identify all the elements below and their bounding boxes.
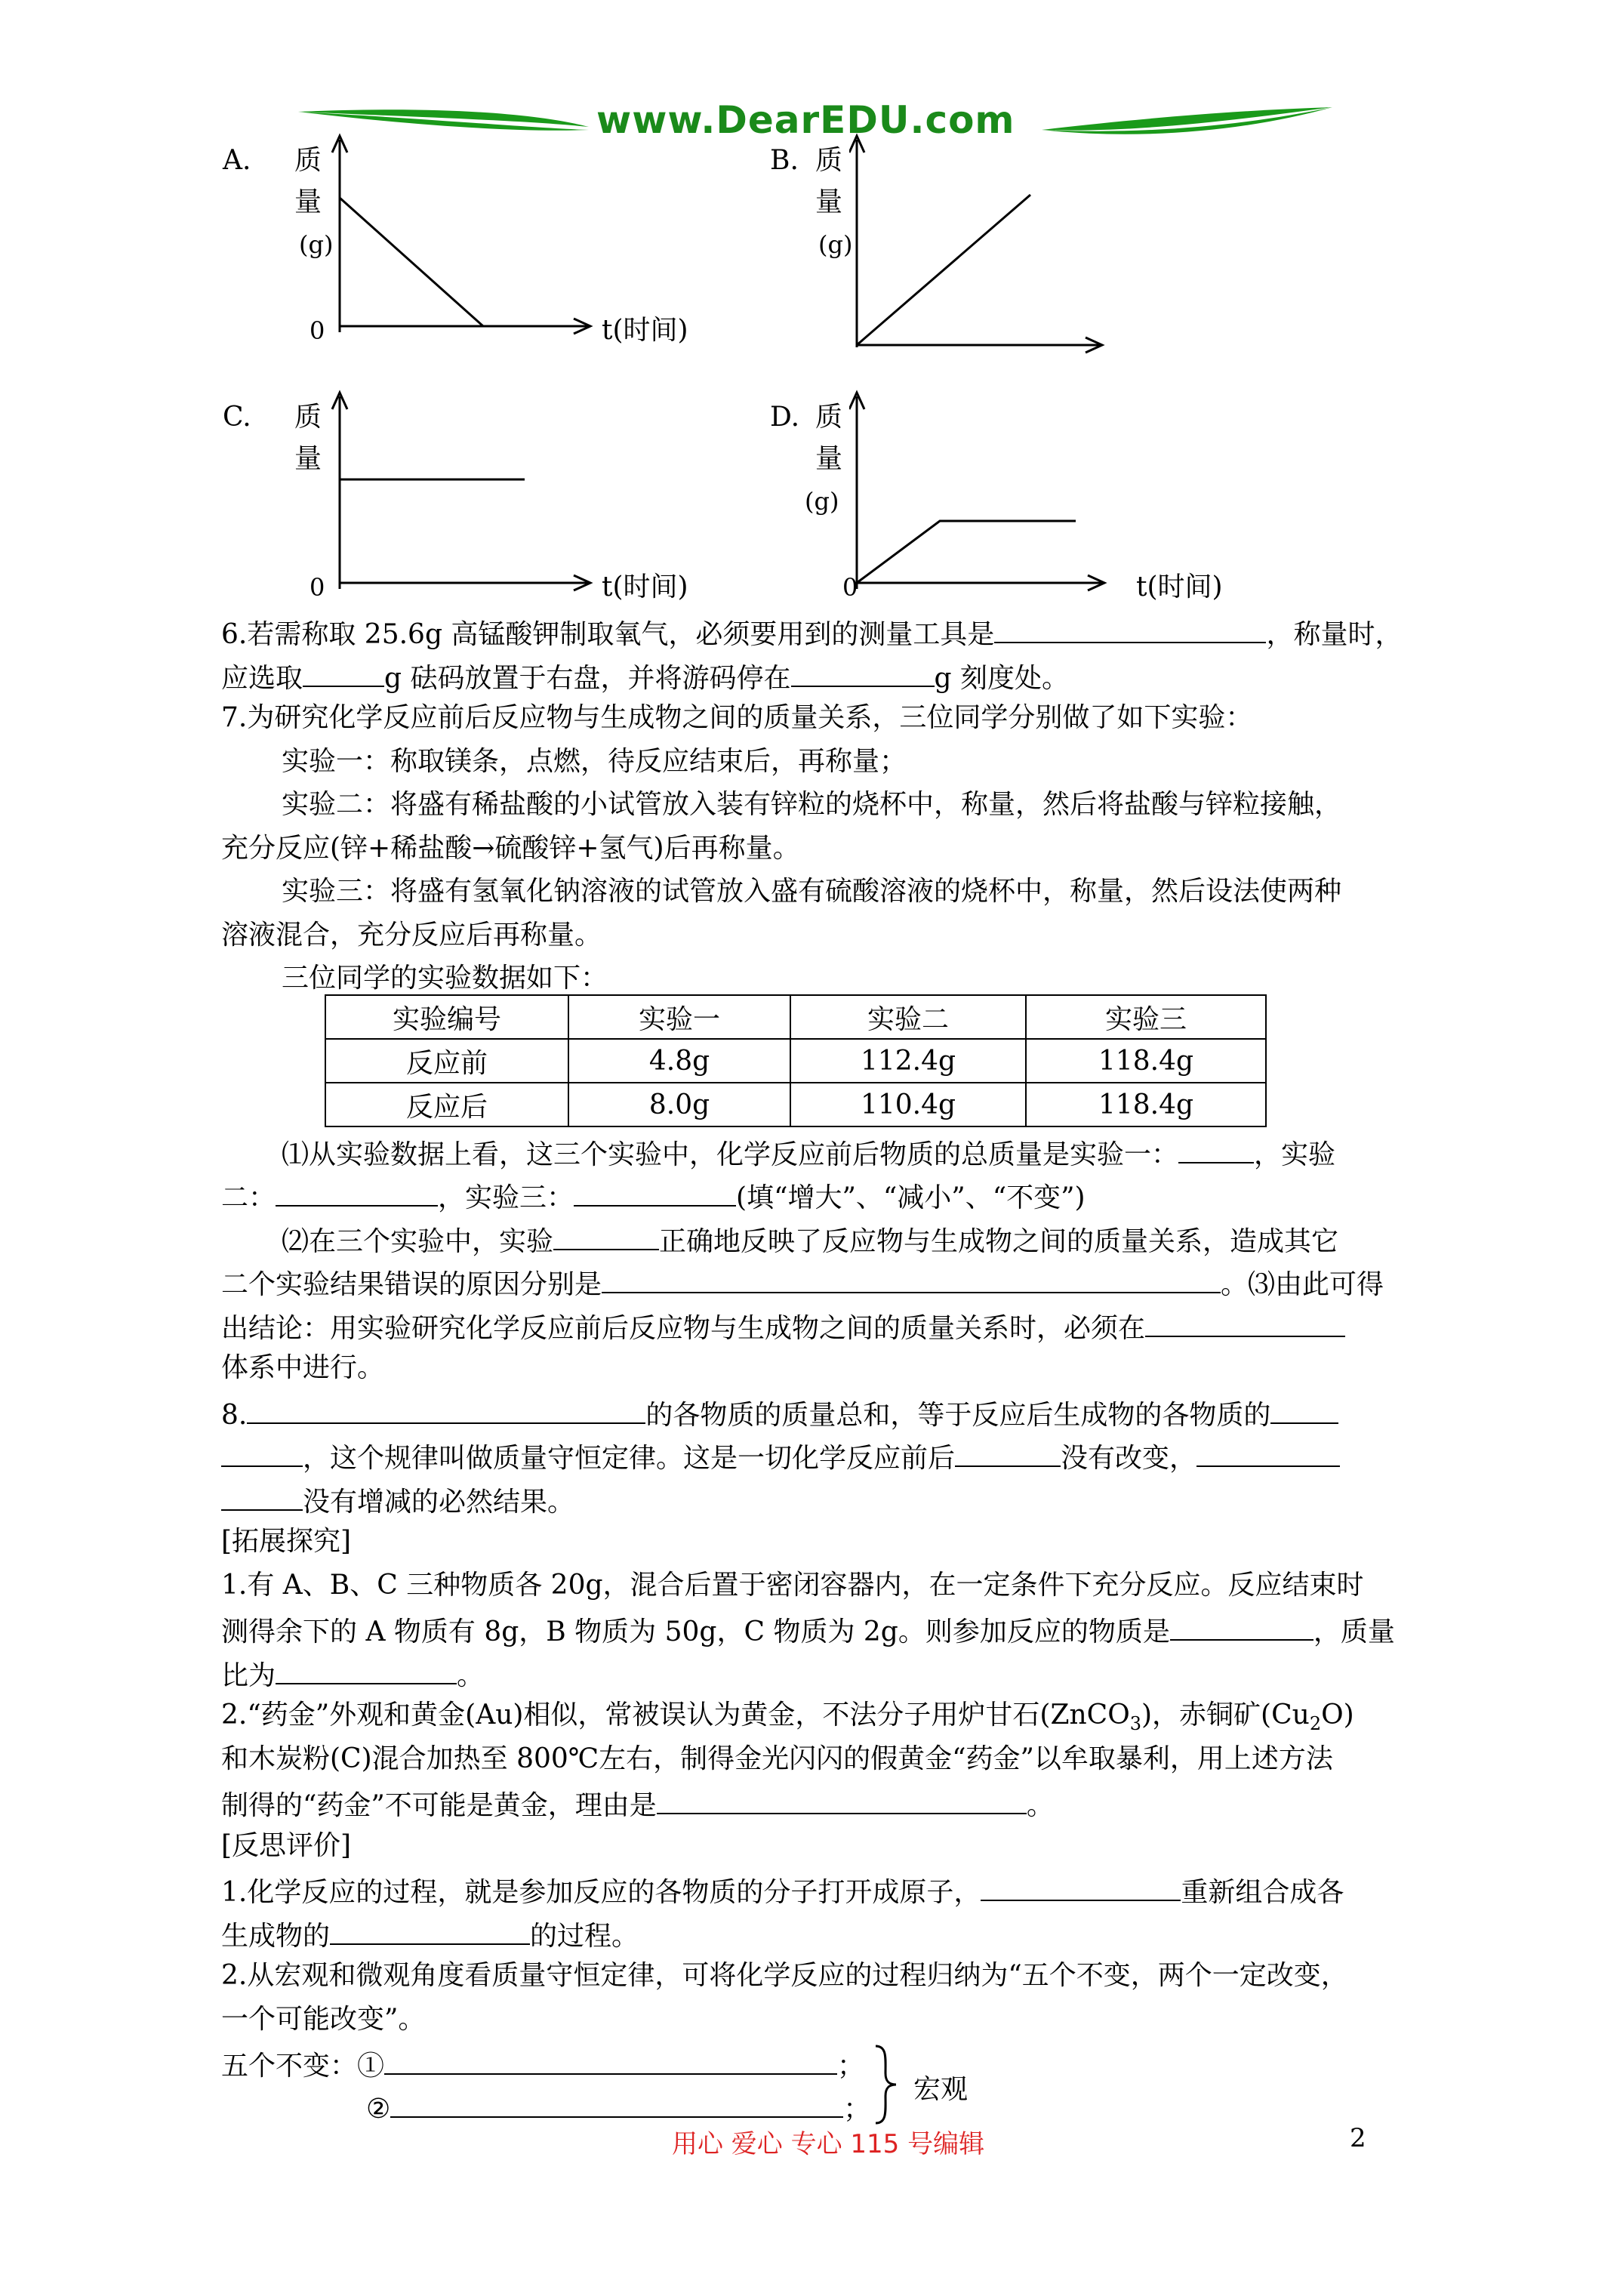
table-cell: 118.4g	[1026, 1083, 1266, 1126]
q6-blank-rider[interactable]	[791, 660, 935, 687]
refl-q1-blank-atoms[interactable]	[981, 1874, 1181, 1901]
graph-a-option: A.	[223, 145, 251, 176]
ext-q1-line-3: 比为 。	[221, 1657, 484, 1691]
refl-q2-line-1: 2.从宏观和微观角度看质量守恒定律，可将化学反应的过程归纳为“五个不变，两个一定改变，	[221, 1960, 1348, 1991]
graph-d-unit: (g)	[805, 487, 839, 516]
q7-part2-line-1: ⑵在三个实验中，实验 正确地反映了反应物与生成物之间的质量关系，造成其它	[282, 1223, 1338, 1257]
q6-blank-weight[interactable]	[303, 660, 384, 687]
q7-intro: 7.为研究化学反应前后反应物与生成物之间的质量关系，三位同学分别做了如下实验：	[221, 702, 1253, 733]
table-row	[325, 1039, 1266, 1083]
q7-blank-exp3[interactable]	[574, 1179, 736, 1207]
refl-q2-line-2: 一个可能改变”。	[221, 2004, 426, 2035]
q8-line-2: ，这个规律叫做质量守恒定律。这是一切化学反应前后 没有改变，	[221, 1440, 1340, 1474]
graph-b-unit: (g)	[818, 230, 853, 259]
ext-q2-blank-reason[interactable]	[657, 1787, 1027, 1814]
page-number: 2	[1350, 2123, 1366, 2153]
refl-blank-item-2[interactable]	[390, 2091, 843, 2118]
graph-c-ylabel-2: 量	[294, 443, 322, 474]
refl-q1-line-2: 生成物的 的过程。	[221, 1918, 639, 1952]
table-cell: 118.4g	[1026, 1039, 1266, 1083]
graph-c-xlabel: t(时间)	[602, 572, 688, 603]
refl-heading: [反思评价]	[221, 1830, 352, 1861]
table-cell: 112.4g	[790, 1039, 1026, 1083]
footer-text: 用心 爱心 专心 115 号编辑	[672, 2129, 985, 2159]
graph-c-option: C.	[223, 402, 251, 433]
q7-experiment-1: 实验一：称取镁条，点燃，待反应结束后，再称量；	[282, 746, 907, 777]
q7-blank-reason[interactable]	[602, 1266, 1221, 1293]
q7-experiment-3-line-2: 溶液混合，充分反应后再称量。	[221, 920, 602, 951]
table-header-cell: 实验编号	[325, 995, 568, 1039]
ext-q1-line-2: 测得余下的 A 物质有 8g，B 物质为 50g，C 物质为 2g。则参加反应的物质是 ，质量	[221, 1613, 1395, 1647]
refl-five-item-1: 五个不变：① ；	[221, 2048, 864, 2082]
graph-d-option: D.	[770, 402, 800, 433]
graph-b-plot	[849, 128, 1106, 355]
refl-five-item-2: ② ；	[366, 2091, 870, 2125]
graph-a-origin: 0	[310, 316, 325, 345]
q7-blank-correct-exp[interactable]	[553, 1223, 659, 1250]
q6-blank-tool[interactable]	[994, 616, 1266, 643]
q7-blank-system[interactable]	[1145, 1310, 1345, 1337]
macro-brace	[872, 2043, 902, 2126]
q8-line-3: 没有增减的必然结果。	[221, 1484, 574, 1518]
macro-label: 宏观	[913, 2074, 969, 2105]
q7-data-table	[325, 994, 1267, 1127]
ext-heading: [拓展探究]	[221, 1526, 352, 1557]
q7-blank-exp1[interactable]	[1178, 1136, 1254, 1163]
q7-part2-line-2: 二个实验结果错误的原因分别是 。⑶由此可得	[221, 1266, 1384, 1300]
q8-blank-products-a[interactable]	[1270, 1397, 1338, 1424]
graph-c-plot	[325, 385, 596, 596]
q7-part1-line-2: 二： ，实验三： (填“增大”、“减小”、“不变”)	[221, 1179, 1086, 1213]
graph-a-xlabel: t(时间)	[602, 315, 688, 346]
table-cell: 4.8g	[568, 1039, 790, 1083]
header-site-url: www.DearEDU.com	[596, 98, 1015, 142]
graph-d-plot	[849, 385, 1110, 596]
q8-blank-reactants[interactable]	[247, 1397, 645, 1424]
graph-b-option: B.	[770, 145, 799, 176]
graph-b-ylabel-2: 量	[815, 186, 843, 217]
graph-d-ylabel-2: 量	[815, 443, 843, 474]
q7-part3-line-1: 出结论：用实验研究化学反应前后反应物与生成物之间的质量关系时，必须在	[221, 1310, 1345, 1344]
ext-q2-line-3: 制得的“药金”不可能是黄金，理由是 。	[221, 1787, 1054, 1821]
table-row	[325, 1083, 1266, 1126]
q7-table-intro: 三位同学的实验数据如下：	[282, 963, 608, 994]
q6-line-1: 6.若需称取 25.6g 高锰酸钾制取氧气，必须要用到的测量工具是 ，称量时，	[221, 616, 1402, 650]
graph-b-ylabel-1: 质	[815, 145, 843, 176]
table-header-cell: 实验二	[790, 995, 1026, 1039]
graph-a-ylabel-1: 质	[294, 145, 322, 176]
table-cell: 反应前	[325, 1039, 568, 1083]
q8-blank-unchanged[interactable]	[955, 1440, 1061, 1467]
q8-blank-noincrease-a[interactable]	[1196, 1440, 1340, 1467]
graph-d-ylabel-1: 质	[815, 402, 843, 433]
ext-q2-line-1: 2.“药金”外观和黄金(Au)相似，常被误认为黄金，不法分子用炉甘石(ZnCO$_3$)，赤铜矿$(Cu_2O)$	[221, 1700, 1354, 1735]
graph-d-xlabel: t(时间)	[1136, 572, 1223, 603]
table-header-row	[325, 995, 1266, 1039]
q7-part3-line-2: 体系中进行。	[221, 1352, 385, 1383]
q6-line-2: 应选取 g 砝码放置于右盘，并将游码停在 g 刻度处。	[221, 660, 1069, 694]
ext-q1-line-1: 1.有 A、B、C 三种物质各 20g，混合后置于密闭容器内，在一定条件下充分反应。反应结束时	[221, 1570, 1364, 1601]
table-cell: 反应后	[325, 1083, 568, 1126]
q8-blank-products-b[interactable]	[221, 1440, 303, 1467]
ext-q1-blank-ratio[interactable]	[276, 1657, 457, 1684]
q7-blank-exp2[interactable]	[276, 1179, 438, 1207]
refl-blank-item-1[interactable]	[384, 2048, 837, 2075]
table-cell: 8.0g	[568, 1083, 790, 1126]
graph-a-unit: (g)	[299, 230, 334, 259]
refl-q1-blank-molecules[interactable]	[330, 1918, 530, 1945]
q7-experiment-2-line-2: 充分反应(锌+稀盐酸→硫酸锌+氢气)后再称量。	[221, 833, 800, 864]
table-header-cell: 实验一	[568, 995, 790, 1039]
q8-blank-noincrease-b[interactable]	[221, 1484, 303, 1511]
q8-line-1: 8. 的各物质的质量总和，等于反应后生成物的各物质的	[221, 1397, 1338, 1431]
q7-experiment-3-line-1: 实验三：将盛有氢氧化钠溶液的试管放入盛有硫酸溶液的烧杯中，称量，然后设法使两种	[282, 876, 1342, 907]
table-cell: 110.4g	[790, 1083, 1026, 1126]
graph-d-origin: 0	[842, 573, 858, 602]
q7-experiment-2-line-1: 实验二：将盛有稀盐酸的小试管放入装有锌粒的烧杯中，称量，然后将盐酸与锌粒接触，	[282, 789, 1342, 820]
ext-q1-blank-substances[interactable]	[1170, 1613, 1313, 1641]
graph-c-ylabel-1: 质	[294, 402, 322, 433]
refl-q1-line-1: 1.化学反应的过程，就是参加反应的各物质的分子打开成原子， 重新组合成各	[221, 1874, 1344, 1908]
q7-part1-line-1: ⑴从实验数据上看，这三个实验中，化学反应前后物质的总质量是实验一： ，实验	[282, 1136, 1335, 1170]
table-header-cell: 实验三	[1026, 995, 1266, 1039]
graph-a-plot	[325, 128, 596, 340]
graph-a-ylabel-2: 量	[294, 186, 322, 217]
graph-c-origin: 0	[310, 573, 325, 602]
ext-q2-line-2: 和木炭粉(C)混合加热至 800℃左右，制得金光闪闪的假黄金“药金”以牟取暴利，用上述方法	[221, 1743, 1333, 1774]
